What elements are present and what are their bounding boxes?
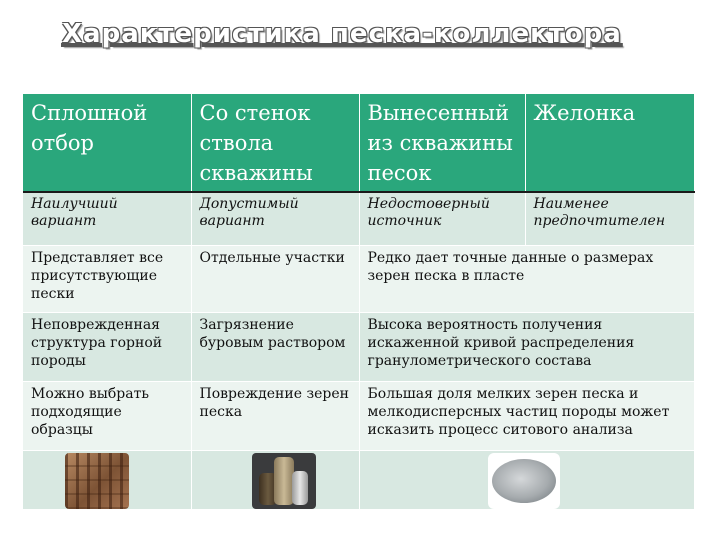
table-cell: Загрязнение буровым раствором bbox=[191, 313, 359, 382]
table-row bbox=[23, 382, 694, 451]
image-row bbox=[23, 451, 694, 510]
table-cell: Можно выбрать подходящие образцы bbox=[23, 382, 191, 451]
table-cell: Большая доля мелких зерен песка и мелкодисперсных частиц породы может исказить процесс ситового анализа bbox=[359, 382, 694, 451]
header-cell: Вынесенный из скважины песок bbox=[359, 94, 525, 192]
slide-title: Характеристика песка-коллектора bbox=[62, 19, 622, 49]
header-cell: Сплошной отбор bbox=[23, 94, 191, 192]
rating-cell: Наименее предпочтителен bbox=[525, 192, 694, 246]
core-sample-image bbox=[65, 453, 129, 509]
table-cell: Редко дает точные данные о размерах зерен песка в пласте bbox=[359, 246, 694, 313]
produced-sand-image bbox=[488, 453, 560, 509]
table-cell: Представляет все присутствующие пески bbox=[23, 246, 191, 313]
rating-cell: Наилучший вариант bbox=[23, 192, 191, 246]
comparison-table bbox=[23, 94, 695, 510]
table-row bbox=[23, 192, 694, 246]
sidewall-plugs-image bbox=[252, 453, 316, 509]
table-row bbox=[23, 313, 694, 382]
image-cell bbox=[359, 451, 694, 510]
image-cell bbox=[23, 451, 191, 510]
table-header-row bbox=[23, 94, 694, 192]
rating-cell: Недостоверный источник bbox=[359, 192, 525, 246]
header-cell: Со стенок ствола скважины bbox=[191, 94, 359, 192]
table-cell: Неповрежденная структура горной породы bbox=[23, 313, 191, 382]
table-cell: Высока вероятность получения искаженной кривой распределения гранулометрического состава bbox=[359, 313, 694, 382]
image-cell bbox=[191, 451, 359, 510]
table-row bbox=[23, 246, 694, 313]
table-cell: Повреждение зерен песка bbox=[191, 382, 359, 451]
header-cell: Желонка bbox=[525, 94, 694, 192]
rating-cell: Допустимый вариант bbox=[191, 192, 359, 246]
table-cell: Отдельные участки bbox=[191, 246, 359, 313]
